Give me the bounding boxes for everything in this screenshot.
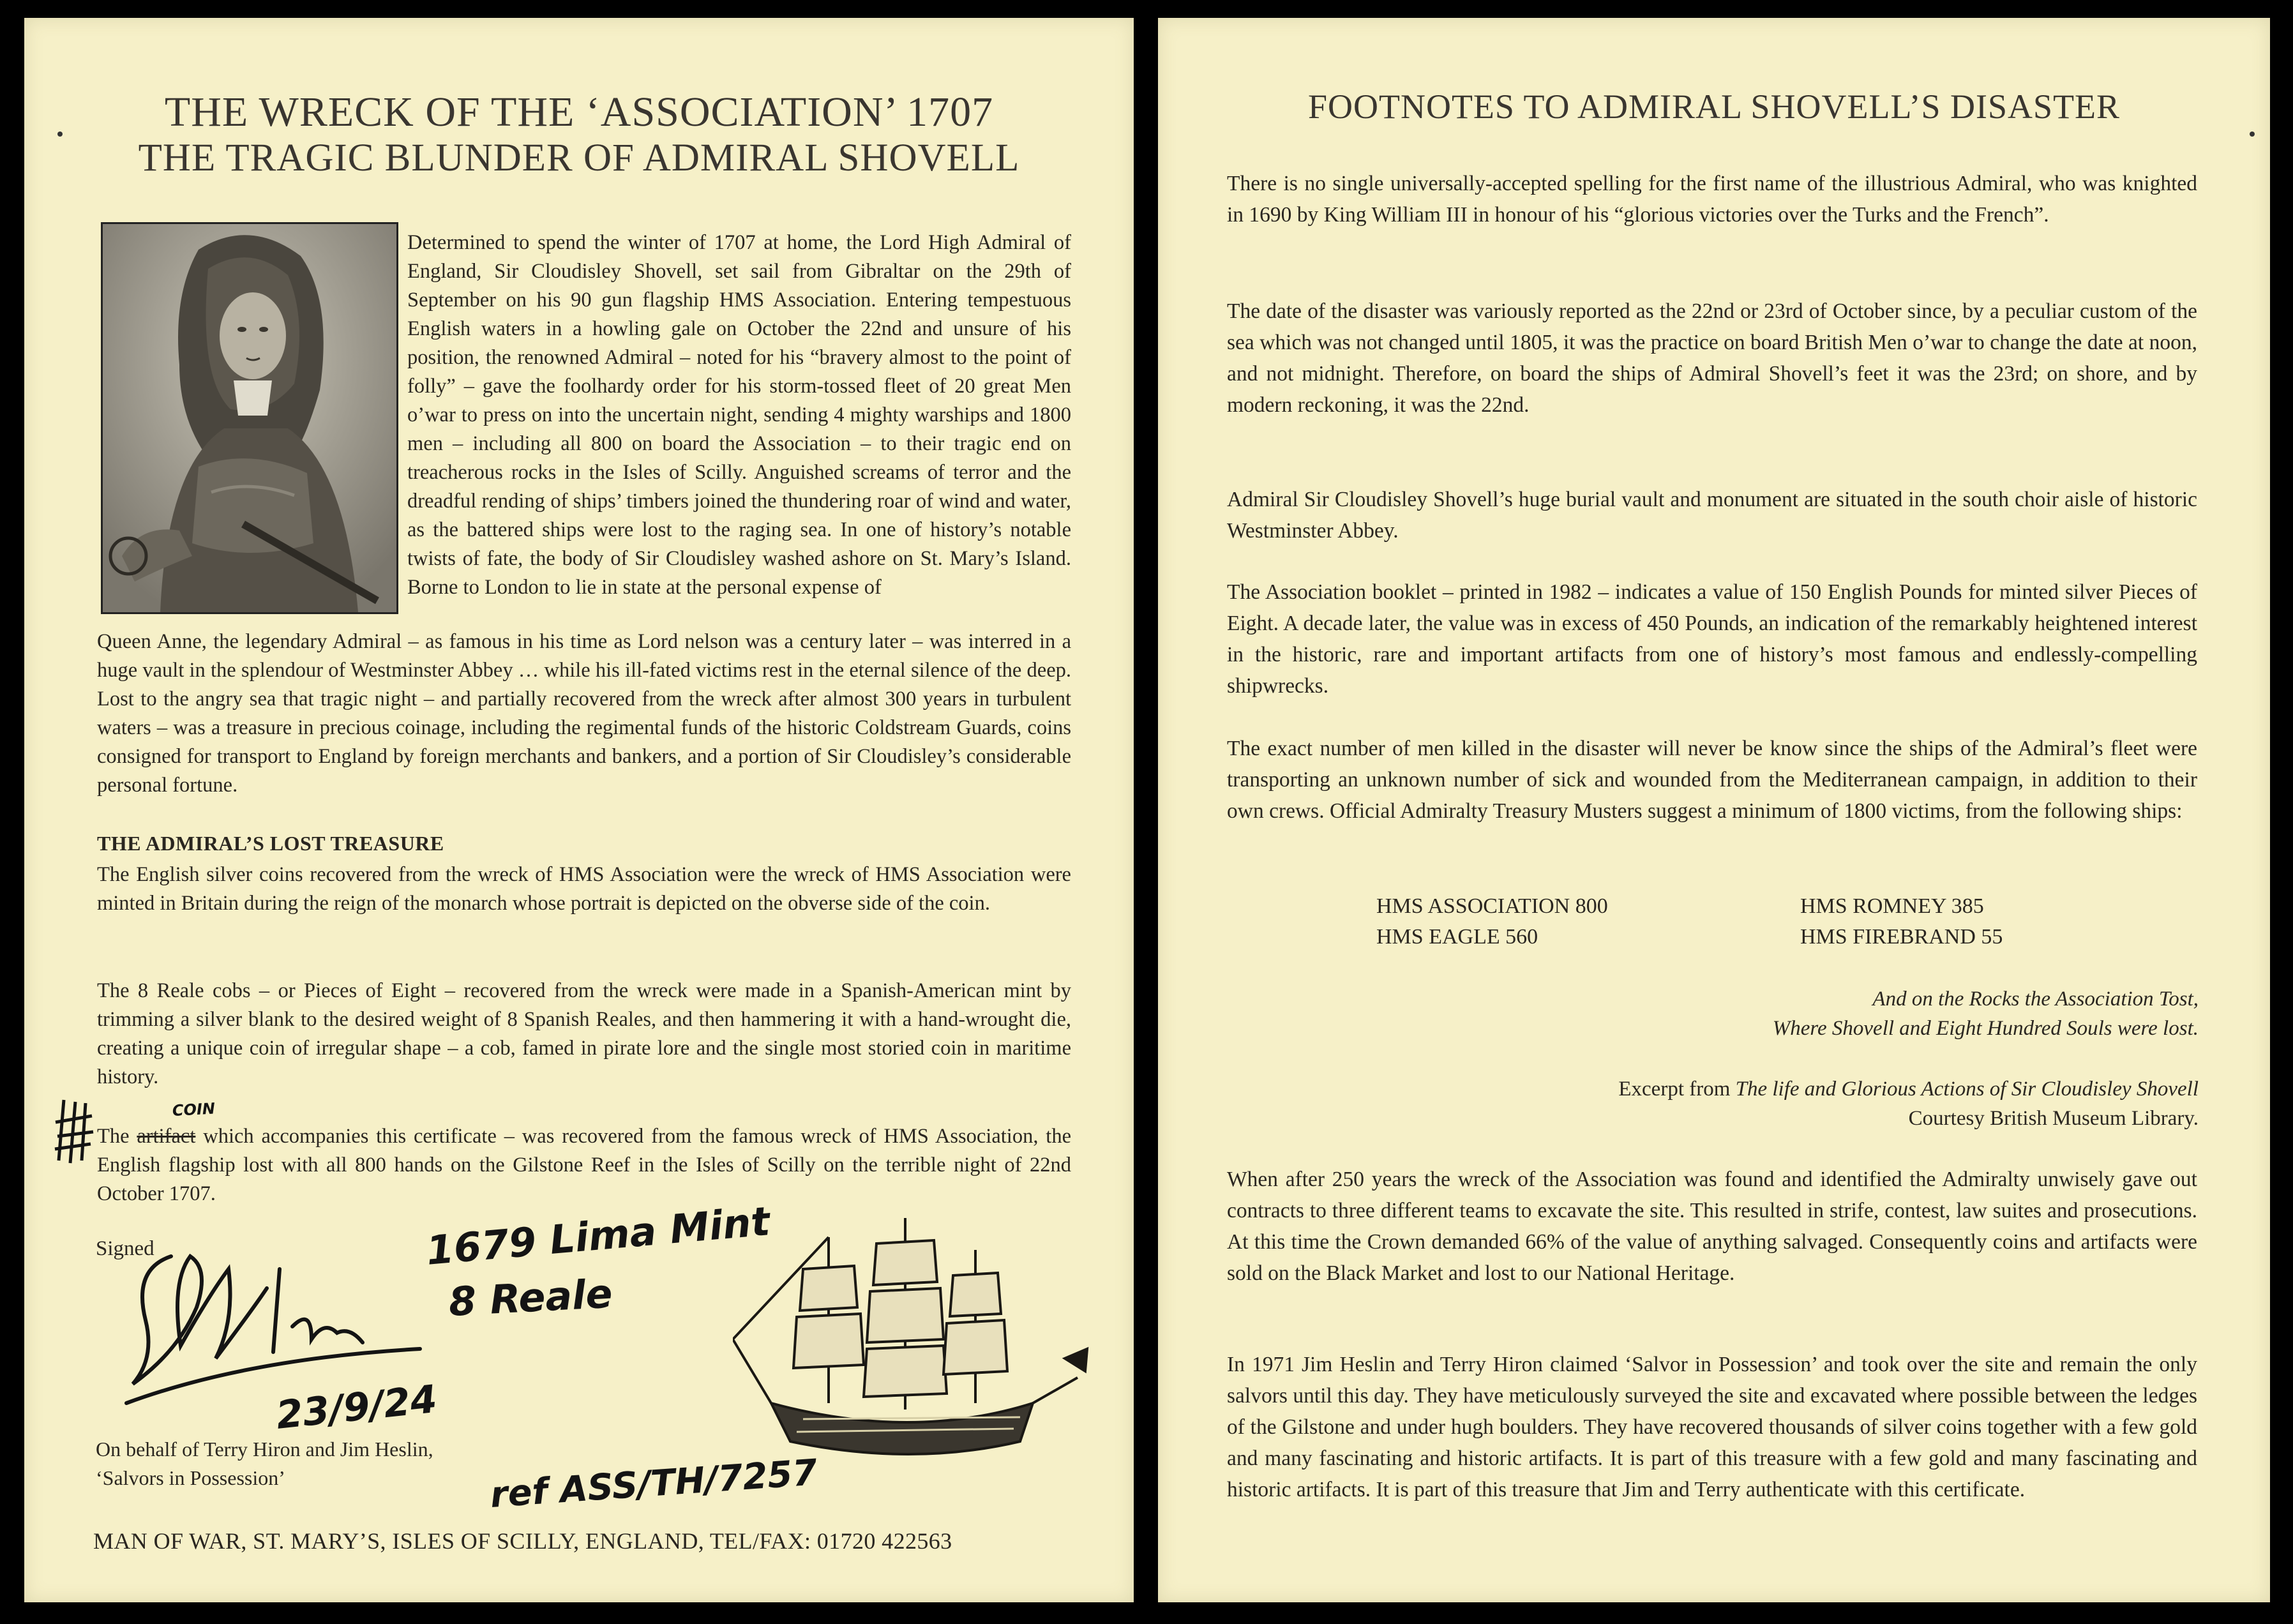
admiral-portrait-image	[101, 222, 398, 614]
footer-address: MAN OF WAR, ST. MARY’S, ISLES OF SCILLY, ENGLAND, TEL/FAX: 01720 422563	[93, 1528, 952, 1554]
verse-line2: Where Shovell and Eight Hundred Souls were lost.	[1772, 1017, 2199, 1040]
handwritten-reference: ref ASS/TH/7257	[488, 1452, 819, 1516]
coin-text-start: The	[97, 1125, 137, 1148]
ship-entry: HMS FIREBRAND 55	[1800, 925, 2003, 949]
footnote-discovery	[1227, 1164, 2197, 1289]
excerpt-credit: Courtesy British Museum Library.	[1908, 1107, 2199, 1130]
footnote-victims	[1227, 733, 2197, 827]
ship-illustration-icon	[733, 1212, 1090, 1480]
excerpt-prefix: Excerpt from	[1618, 1078, 1736, 1101]
verse-line1: And on the Rocks the Association Tost,	[1872, 988, 2199, 1011]
struck-word: artifact	[137, 1125, 196, 1148]
excerpt-citation	[1618, 1074, 2199, 1133]
footnote-date	[1227, 296, 2197, 421]
ship-entry: HMS EAGLE 560	[1376, 925, 1538, 949]
ship-entry: HMS ROMNEY 385	[1800, 894, 1984, 918]
cobs-paragraph	[97, 977, 1071, 1092]
handwritten-reale-note: 8 Reale	[447, 1270, 614, 1325]
handwritten-coin-correction: COIN	[172, 1099, 216, 1120]
page-title-line1: THE WRECK OF THE ‘ASSOCIATION’ 1707	[164, 89, 994, 135]
footnotes-title: FOOTNOTES TO ADMIRAL SHOVELL’S DISASTER	[1307, 87, 2121, 126]
footnote-spelling-text: There is no single universally-accepted spelling for the first name of the illustrious Admiral, who was knighted in 1690 by King William III in honour of his “glorious victories over the Turks and the French”.	[1227, 172, 2197, 227]
lost-treasure-paragraph	[97, 861, 1071, 918]
excerpt-title: The life and Glorious Actions of Sir Cloudisley Shovell	[1735, 1078, 2199, 1101]
certificate-page-left	[24, 18, 1134, 1602]
footnote-value	[1227, 576, 2197, 702]
behalf-line2: ‘Salvors in Possession’	[96, 1466, 285, 1489]
footnote-victims-text: The exact number of men killed in the disaster will never be know since the ships of the Admiral’s fleet were transporting an unknown number of sick and wounded from the Mediterranean campaign, in addition to their own crews. Official Admiralty Treasury Musters suggest a minimum of 1800 victims, from the following ships:	[1227, 737, 2197, 823]
signed-label: Signed	[96, 1237, 154, 1260]
footnote-salvors-text: In 1971 Jim Heslin and Terry Hiron claimed ‘Salvor in Possession’ and took over the site and remain the only salvors until this day. They have meticulously surveyed the site and excavated where possible between the ledges of the Gilstone and under hugh boulders. They have recovered thousands of silver coins together with a few gold and many fascinating and historic artifacts. It is part of this treasure with a few gold and many fascinating and historic artifacts. It is part of this treasure that Jim and Terry authenticate with this certificate.	[1227, 1353, 2197, 1501]
behalf-text	[96, 1435, 433, 1492]
footnote-burial-text: Admiral Sir Cloudisley Shovell’s huge burial vault and monument are situated in the south choir aisle of historic Westminster Abbey.	[1227, 488, 2197, 543]
intro-text-part2: Queen Anne, the legendary Admiral – as famous in his time as Lord nelson was a century later – was interred in a huge vault in the splendour of Westminster Abbey … while his ill-fated victims rest in the eternal silence of the deep. Lost to the angry sea that tragic night – and partially recovered from the wreck after almost 300 years in turbulent waters – was a treasure in precious coinage, including the regimental funds of the historic Coldstream Guards, coins consigned for transport to England by foreign merchants and bankers, and a portion of Sir Cloudisley’s considerable personal fortune.	[97, 630, 1071, 797]
coin-text-rest: which accompanies this certificate – was recovered from the famous wreck of HMS Association, the English flagship lost with all 800 hands on the Gilstone Reef in the Isles of Scilly on the terrible night of 22nd October 1707.	[97, 1125, 1071, 1205]
intro-paragraph-part1	[407, 229, 1071, 602]
coin-paragraph	[97, 1122, 1071, 1208]
footnote-date-text: The date of the disaster was variously reported as the 22nd or 23rd of October since, by a peculiar custom of the sea which was not changed until 1805, it was the practice on board British Men o’war to change the date at noon, and not midnight. Therefore, on board the ships of Admiral Shovell’s feet it was the 23rd; on shore, and by modern reckoning, it was the 22nd.	[1227, 299, 2197, 417]
page-title-line2: THE TRAGIC BLUNDER OF ADMIRAL SHOVELL	[138, 137, 1020, 179]
print-dot	[2250, 132, 2255, 137]
footnote-discovery-text: When after 250 years the wreck of the Association was found and identified the Admiralty unwisely gave out contracts to three different teams to excavate the site. This resulted in strife, contest, law suites and prosecutions. At this time the Crown demanded 66% of the value of anything salvaged. Consequently coins and artifacts were sold on the Black Market and lost to our National Heritage.	[1227, 1168, 2197, 1285]
intro-paragraph-part2	[97, 628, 1071, 800]
section-heading-lost-treasure: THE ADMIRAL’S LOST TREASURE	[97, 832, 444, 855]
footnote-spelling	[1227, 168, 2197, 230]
verse-quote	[1773, 984, 2199, 1043]
footnote-value-text: The Association booklet – printed in 1982 – indicates a value of 150 English Pounds for minted silver Pieces of Eight. A decade later, the value was in excess of 450 Pounds, an indication of the remarkably heightened interest in the historic, rare and important artifacts from one of history’s most famous and endlessly-compelling shipwrecks.	[1227, 580, 2197, 698]
behalf-line1: On behalf of Terry Hiron and Jim Heslin,	[96, 1438, 433, 1461]
footnotes-page-right	[1158, 18, 2270, 1602]
handwritten-date: 23/9/24	[274, 1376, 439, 1438]
handwritten-mark-icon	[52, 1097, 97, 1167]
intro-text-part1: Determined to spend the winter of 1707 at home, the Lord High Admiral of England, Sir Cloudisley Shovell, set sail from Gibraltar on the 29th of September on his 90 gun flagship HMS Association. Entering tempestuous English waters in a howling gale on October the 22nd and unsure of his position, the renowned Admiral – noted for his “bravery almost to the point of folly” – gave the foolhardy order for his storm-tossed fleet of 20 great Men o’war to press on into the uncertain night, sending 4 mighty warships and 1800 men – including all 800 on board the Association – to their tragic end on treacherous rocks in the Isles of Scilly. Anguished screams of terror and the dreadful rending of ships’ timbers joined the thundering roar of wind and water, as the battered ships were lost to the raging sea. In one of history’s notable twists of fate, the body of Sir Cloudisley washed ashore on St. Mary’s Island. Borne to London to lie in state at the personal expense of	[407, 231, 1071, 599]
cobs-text: The 8 Reale cobs – or Pieces of Eight – recovered from the wreck were made in a Spanish-American mint by trimming a silver blank to the desired weight of 8 Spanish Reales, and then hammering it with a hand-wrought die, creating a unique coin of irregular shape – a cob, famed in pirate lore and the single most storied coin in maritime history.	[97, 979, 1071, 1088]
handwritten-mint-note: 1679 Lima Mint	[424, 1198, 772, 1274]
footnote-salvors	[1227, 1349, 2197, 1505]
ships-list-column1	[1376, 891, 1608, 952]
ship-entry: HMS ASSOCIATION 800	[1376, 894, 1608, 918]
footnote-burial	[1227, 484, 2197, 546]
lost-treasure-text: The English silver coins recovered from the wreck of HMS Association were the wreck of HMS Association were minted in Britain during the reign of the monarch whose portrait is depicted on the obverse side of the coin.	[97, 863, 1071, 915]
ships-list-column2	[1800, 891, 2003, 952]
